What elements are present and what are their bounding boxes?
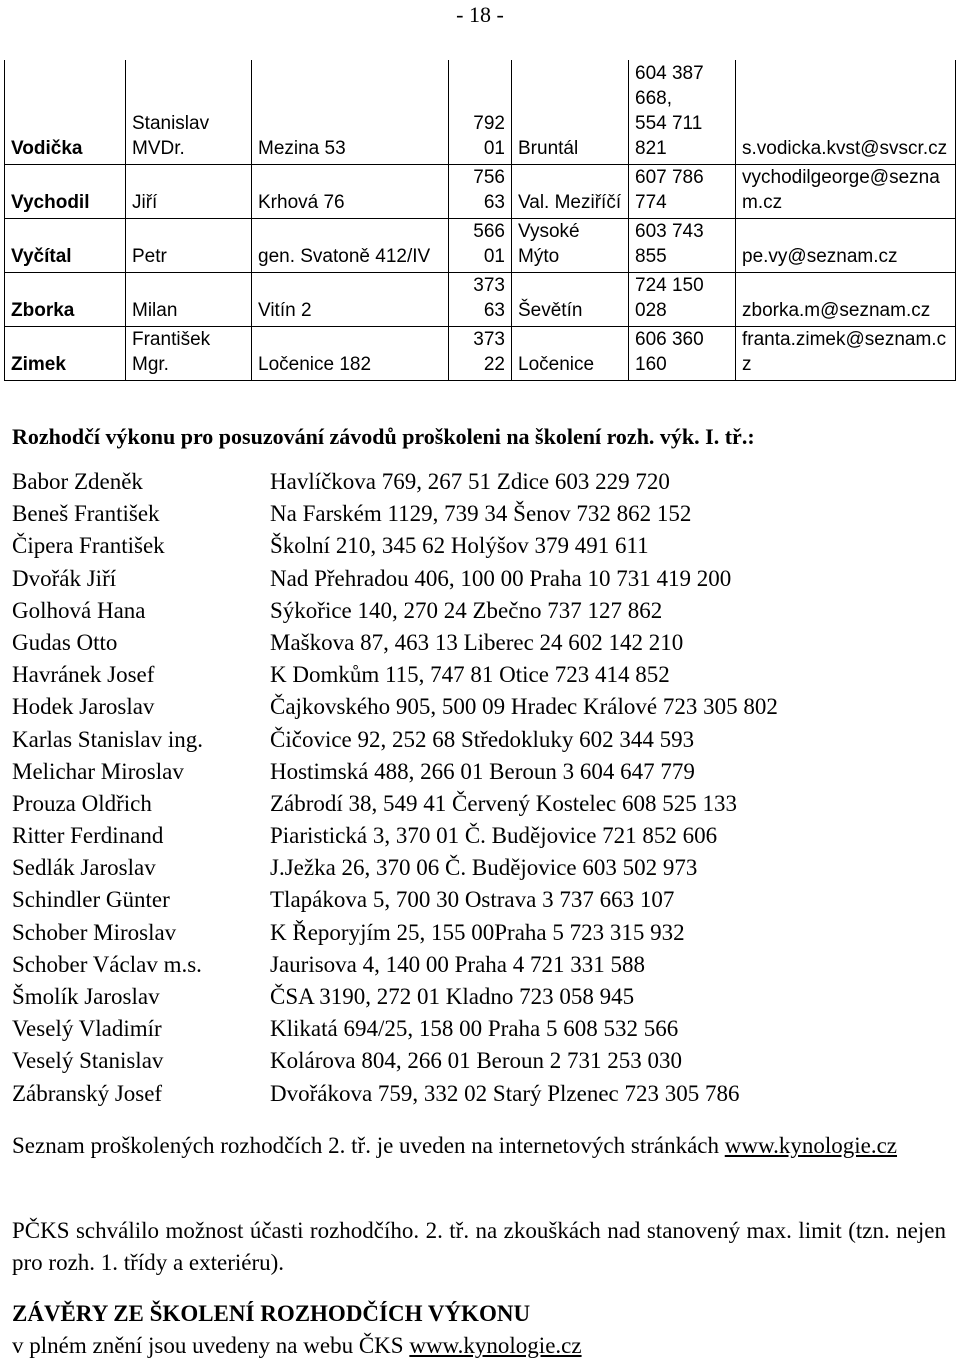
referee-list: [12, 466, 952, 1110]
list-item: [12, 981, 952, 1013]
zip-cell: 792 01: [449, 60, 512, 164]
conclusions-heading: ZÁVĚRY ZE ŠKOLENÍ ROZHODČÍCH VÝKONU: [12, 1301, 531, 1326]
table-row: [5, 164, 956, 218]
referee-name: Hodek Jaroslav: [12, 694, 155, 720]
conclusions-sentence: v plném znění jsou uvedeny na webu ČKS: [12, 1333, 410, 1358]
referee-contact: Tlapákova 5, 700 30 Ostrava 3 737 663 107: [270, 887, 675, 913]
referee-contact: Čajkovského 905, 500 09 Hradec Králové 723 305 802: [270, 694, 778, 720]
referee-name: Schober Miroslav: [12, 919, 177, 945]
referee-contact: Školní 210, 345 62 Holýšov 379 491 611: [270, 533, 649, 559]
phone-cell: 724 150 028: [629, 272, 736, 326]
referee-contact: Nad Přehradou 406, 100 00 Praha 10 731 419 200: [270, 565, 732, 591]
zip-cell: 756 63: [449, 164, 512, 218]
surname-cell: Zborka: [5, 272, 126, 326]
referee-name: Čipera František: [12, 533, 165, 559]
city-cell: Val. Meziříčí: [512, 164, 629, 218]
phone-cell: 604 387 668, 554 711 821: [629, 60, 736, 164]
referee-name: Karlas Stanislav ing.: [12, 726, 203, 752]
trained-list-paragraph: [12, 1130, 946, 1162]
list-item: [12, 917, 952, 949]
referee-contact: Piaristická 3, 370 01 Č. Budějovice 721 852 606: [270, 823, 718, 849]
city-cell: Ševětín: [512, 272, 629, 326]
contacts-table: [4, 60, 956, 381]
surname-cell: Zimek: [5, 326, 126, 380]
email-cell: zborka.m@seznam.cz: [736, 272, 956, 326]
referee-contact: Maškova 87, 463 13 Liberec 24 602 142 210: [270, 629, 684, 655]
surname-cell: Vychodil: [5, 164, 126, 218]
referee-name: Babor Zdeněk: [12, 469, 143, 494]
referee-name: Šmolík Jaroslav: [12, 984, 160, 1009]
referee-name: Veselý Vladimír: [12, 1016, 162, 1042]
table-row: [5, 272, 956, 326]
referee-contact: Kolárova 804, 266 01 Beroun 2 731 253 030: [270, 1048, 683, 1074]
referee-contact: K Domkům 115, 747 81 Otice 723 414 852: [270, 662, 670, 688]
referee-name: Dvořák Jiří: [12, 565, 117, 591]
referee-name: Prouza Oldřich: [12, 790, 152, 816]
referee-name: Zábranský Josef: [12, 1080, 163, 1106]
referee-contact: Na Farském 1129, 739 34 Šenov 732 862 152: [270, 501, 692, 527]
list-item: [12, 498, 952, 530]
referee-name: Havránek Josef: [12, 662, 155, 688]
first-name-cell: Petr: [126, 218, 252, 272]
referee-contact: K Řeporyjím 25, 155 00Praha 5 723 315 932: [270, 919, 685, 945]
referee-contact: Hostimská 488, 266 01 Beroun 3 604 647 779: [270, 758, 695, 784]
referee-contact: Jaurisova 4, 140 00 Praha 4 721 331 588: [270, 951, 645, 977]
website-link[interactable]: www.kynologie.cz: [409, 1333, 582, 1358]
email-cell: franta.zimek@seznam.c z: [736, 326, 956, 380]
city-cell: Vysoké Mýto: [512, 218, 629, 272]
first-name-cell: Stanislav MVDr.: [126, 60, 252, 164]
phone-cell: 603 743 855: [629, 218, 736, 272]
referee-name: Beneš František: [12, 501, 160, 527]
street-cell: Mezina 53: [252, 60, 449, 164]
referee-name: Schober Václav m.s.: [12, 951, 202, 977]
referee-contact: Čičovice 92, 252 68 Středokluky 602 344 593: [270, 726, 695, 752]
list-item: [12, 820, 952, 852]
email-cell: s.vodicka.kvst@svscr.cz: [736, 60, 956, 164]
referee-name: Melichar Miroslav: [12, 758, 184, 784]
list-item: [12, 466, 952, 498]
referee-name: Gudas Otto: [12, 629, 118, 655]
list-item: [12, 1045, 952, 1077]
surname-cell: Vyčítal: [5, 218, 126, 272]
zip-cell: 373 22: [449, 326, 512, 380]
list-item: [12, 852, 952, 884]
list-item: [12, 595, 952, 627]
referee-contact: Klikatá 694/25, 158 00 Praha 5 608 532 566: [270, 1016, 679, 1042]
list-item: [12, 788, 952, 820]
list-item: [12, 691, 952, 723]
list-item: [12, 1013, 952, 1045]
referee-contact: Sýkořice 140, 270 24 Zbečno 737 127 862: [270, 597, 663, 623]
city-cell: Bruntál: [512, 60, 629, 164]
page-number: - 18 -: [456, 2, 504, 27]
list-item: [12, 724, 952, 756]
street-cell: Vitín 2: [252, 272, 449, 326]
conclusions-text: [12, 1330, 582, 1362]
phone-cell: 606 360 160: [629, 326, 736, 380]
list-item: [12, 659, 952, 691]
referee-contact: Havlíčkova 769, 267 51 Zdice 603 229 720: [270, 469, 670, 494]
referee-contact: Dvořákova 759, 332 02 Starý Plzenec 723 305 786: [270, 1080, 740, 1106]
list-item: [12, 627, 952, 659]
list-item: [12, 1078, 952, 1110]
referee-name: Golhová Hana: [12, 597, 146, 623]
street-cell: Krhová 76: [252, 164, 449, 218]
list-item: [12, 949, 952, 981]
city-cell: Ločenice: [512, 326, 629, 380]
street-cell: Ločenice 182: [252, 326, 449, 380]
surname-cell: Vodička: [5, 60, 126, 164]
referee-contact: ČSA 3190, 272 01 Kladno 723 058 945: [270, 984, 635, 1009]
email-cell: pe.vy@seznam.cz: [736, 218, 956, 272]
referee-name: Schindler Günter: [12, 887, 170, 913]
first-name-cell: František Mgr.: [126, 326, 252, 380]
list-item: [12, 530, 952, 562]
street-cell: gen. Svatoně 412/IV: [252, 218, 449, 272]
paragraph-text: Seznam proškolených rozhodčích 2. tř. je uveden na internetových stránkách: [12, 1133, 720, 1158]
referee-name: Ritter Ferdinand: [12, 823, 164, 849]
list-item: [12, 756, 952, 788]
referee-contact: Zábrodí 38, 549 41 Červený Kostelec 608 525 133: [270, 790, 737, 816]
website-link[interactable]: www.kynologie.cz: [724, 1133, 898, 1158]
table-row: [5, 326, 956, 380]
first-name-cell: Jiří: [126, 164, 252, 218]
zip-cell: 373 63: [449, 272, 512, 326]
approval-paragraph: PČKS schválilo možnost účasti rozhodčího. 2. tř. na zkouškách nad stanovený max. limit (tzn. nejen pro rozh. 1. třídy a exteriéru).: [12, 1218, 946, 1275]
zip-cell: 566 01: [449, 218, 512, 272]
referee-name: Veselý Stanislav: [12, 1048, 164, 1074]
referee-contact: J.Ježka 26, 370 06 Č. Budějovice 603 502 973: [270, 855, 698, 881]
list-item: [12, 884, 952, 916]
referee-name: Sedlák Jaroslav: [12, 855, 156, 881]
email-cell: vychodilgeorge@sezna m.cz: [736, 164, 956, 218]
table-row: [5, 218, 956, 272]
table-row: [5, 60, 956, 164]
phone-cell: 607 786 774: [629, 164, 736, 218]
section-heading: Rozhodčí výkonu pro posuzování závodů proškoleni na školení rozh. výk. I. tř.:: [12, 424, 755, 449]
first-name-cell: Milan: [126, 272, 252, 326]
list-item: [12, 563, 952, 595]
